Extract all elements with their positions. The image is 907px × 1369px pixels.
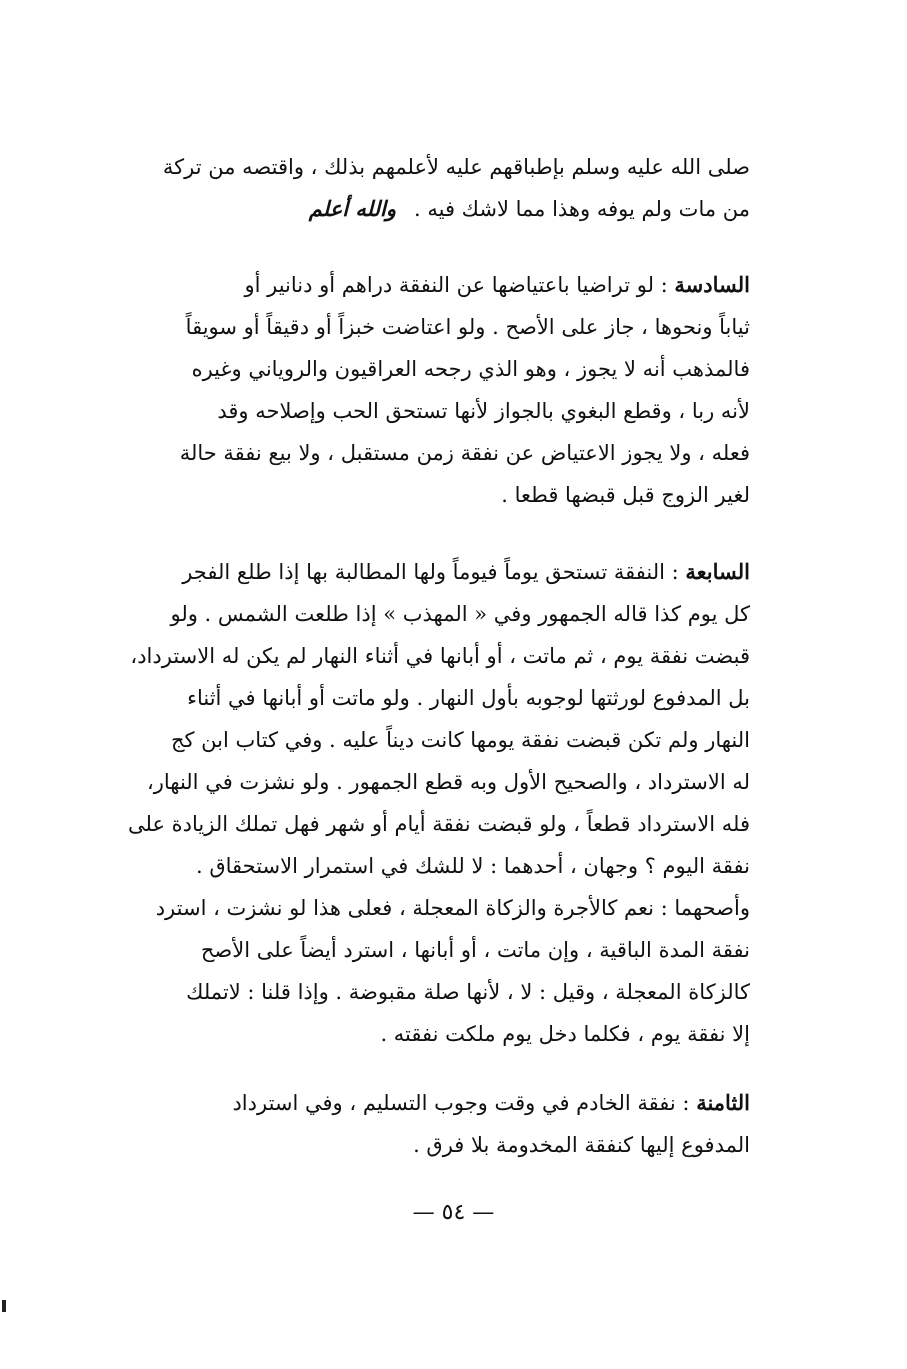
text-line: النهار ولم تكن قبضت نفقة يومها كانت ديناً عليه . وفي كتاب ابن كج (170, 728, 750, 752)
closing-phrase: والله أعلم (308, 196, 396, 221)
text-line: فله الاسترداد قطعاً ، ولو قبضت نفقة أيام أو شهر فهل تملك الزيادة على (128, 812, 750, 836)
text-line: لأنه ربا ، وقطع البغوي بالجواز لأنها تستحق الحب وإصلاحه وقد (217, 399, 750, 423)
text-line (95, 551, 750, 593)
text-line (95, 1082, 750, 1124)
text-line: إلا نفقة يوم ، فكلما دخل يوم ملكت نفقته . (380, 1022, 750, 1046)
text-line: نفقة اليوم ؟ وجهان ، أحدهما : لا للشك في استمرار الاستحقاق . (195, 854, 750, 878)
text-line (95, 264, 750, 306)
section-heading-seventh: السابعة (685, 559, 750, 584)
text-line-body: : نفقة الخادم في وقت وجوب التسليم ، وفي استرداد (232, 1091, 697, 1115)
text-line: لغير الزوج قبل قبضها قطعا . (501, 483, 750, 507)
paragraph-seventh (95, 551, 750, 1055)
text-line: صلى الله عليه وسلم بإطباقهم عليه لأعلمهم بذلك ، واقتصه من تركة (162, 155, 750, 179)
paragraph-eighth (95, 1082, 750, 1166)
text-line (95, 188, 750, 230)
text-line: فعله ، ولا يجوز الاعتياض عن نفقة زمن مستقبل ، ولا بيع نفقة حالة (179, 441, 750, 465)
page-number: — ٥٤ — (412, 1200, 495, 1225)
text-line-body: : النفقة تستحق يوماً فيوماً ولها المطالبة بها إذا طلع الفجر (182, 560, 686, 584)
text-line: فالمذهب أنه لا يجوز ، وهو الذي رجحه العراقيون والروياني وغيره (191, 357, 750, 381)
text-line: وأصحهما : نعم كالأجرة والزكاة المعجلة ، فعلى هذا لو نشزت ، استرد (155, 896, 750, 920)
paragraph-sixth (95, 264, 750, 516)
text-line-body: : لو تراضيا باعتياضها عن النفقة دراهم أو دنانير أو (244, 273, 675, 297)
text-line: قبضت نفقة يوم ، ثم ماتت ، أو أبانها في أثناء النهار لم يكن له الاسترداد، (130, 644, 750, 668)
text-line-body: من مات ولم يوفه وهذا مما لاشك فيه . (414, 197, 750, 221)
text-line: له الاسترداد ، والصحيح الأول وبه قطع الجمهور . ولو نشزت في النهار، (146, 770, 750, 794)
section-heading-eighth: الثامنة (696, 1090, 750, 1115)
text-line: كالزكاة المعجلة ، وقيل : لا ، لأنها صلة مقبوضة . وإذا قلنا : لاتملك (186, 980, 750, 1004)
text-line: كل يوم كذا قاله الجمهور وفي « المهذب » إذا طلعت الشمس . ولو (170, 602, 750, 626)
paragraph-continuation (95, 146, 750, 230)
text-line: نفقة المدة الباقية ، وإن ماتت ، أو أبانها ، استرد أيضاً على الأصح (200, 938, 750, 962)
text-line: ثياباً ونحوها ، جاز على الأصح . ولو اعتاضت خبزاً أو دقيقاً أو سويقاً (185, 315, 750, 339)
scan-margin-mark (2, 1300, 6, 1312)
text-line: المدفوع إليها كنفقة المخدومة بلا فرق . (413, 1133, 750, 1157)
section-heading-sixth: السادسة (674, 272, 750, 297)
text-line: بل المدفوع لورثتها لوجوبه بأول النهار . ولو ماتت أو أبانها في أثناء (187, 686, 750, 710)
